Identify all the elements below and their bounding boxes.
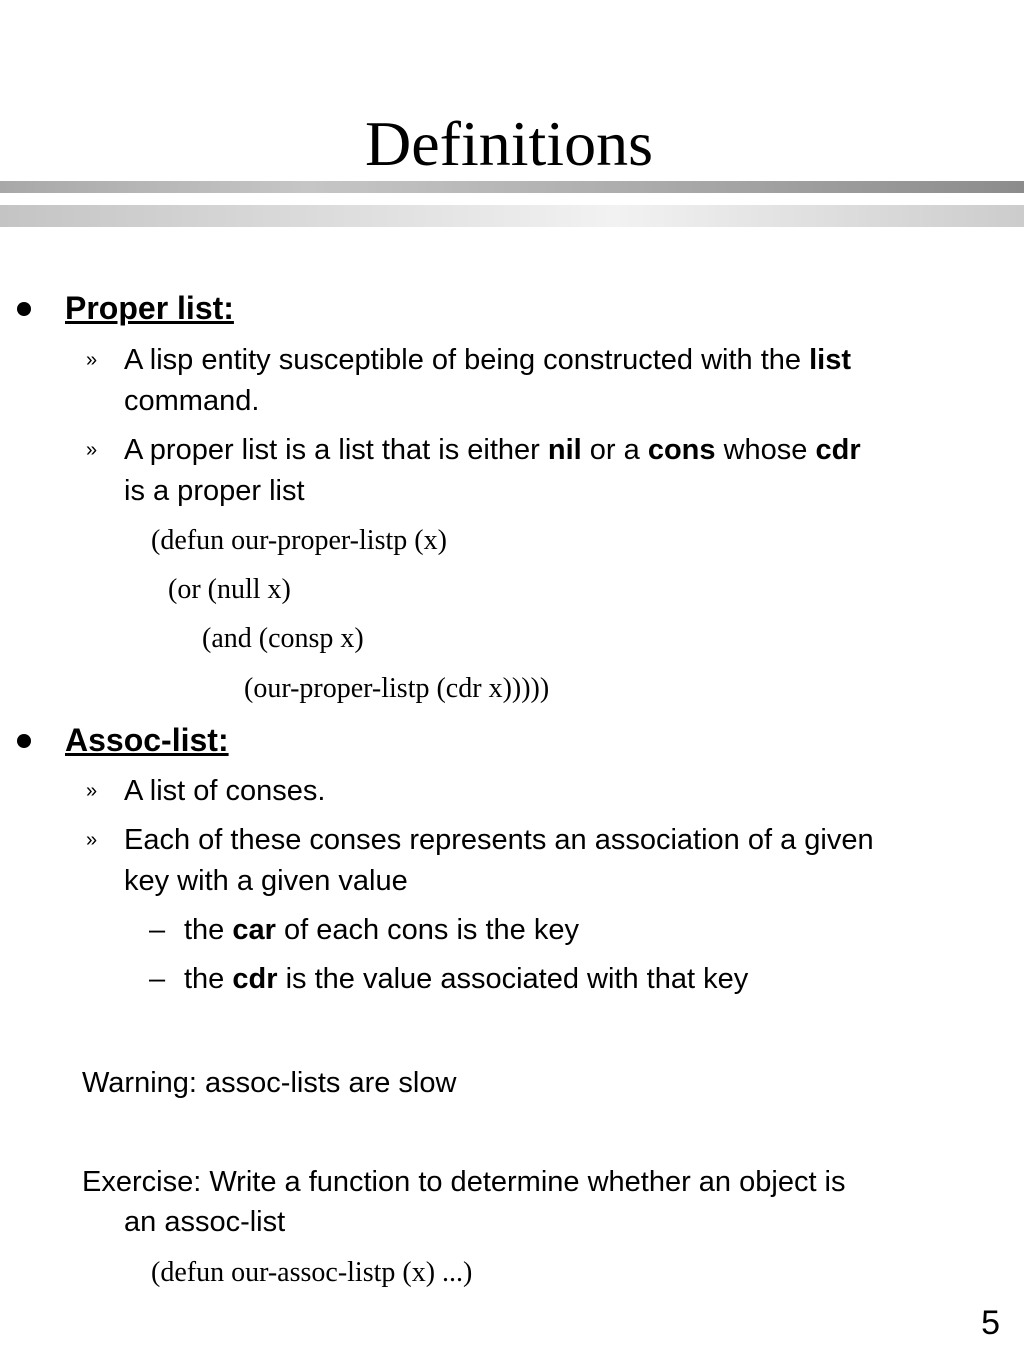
assoc-item1: A list of conses. — [124, 775, 326, 807]
assoc-item2-line2: key with a given value — [124, 865, 408, 897]
assoc-item2-line1: Each of these conses represents an association of a given — [124, 824, 874, 856]
marker-proper-item1: » — [86, 349, 98, 371]
proper-item2-text-c: whose — [715, 434, 816, 466]
exercise-line2: an assoc-list — [124, 1206, 286, 1238]
title-divider-bottom — [0, 205, 1024, 227]
marker-assoc-item1: » — [86, 780, 98, 802]
keyword-list: list — [809, 344, 852, 376]
heading-assoc-list: Assoc-list: — [65, 722, 229, 758]
slide-title: Definitions — [365, 108, 653, 179]
keyword-cdr-value: cdr — [232, 963, 278, 995]
keyword-cons: cons — [647, 434, 716, 466]
code-line: (defun our-proper-listp (x) — [151, 525, 447, 556]
proper-item1-line1 — [124, 340, 851, 380]
keyword-car: car — [232, 914, 276, 946]
code-line: (and (consp x) — [202, 623, 364, 654]
page-number: 5 — [981, 1304, 1000, 1342]
proper-item2-text-b: or a — [581, 434, 648, 466]
proper-item2-line1 — [124, 430, 861, 470]
keyword-cdr: cdr — [815, 434, 861, 466]
proper-item1-line2: command. — [124, 385, 260, 417]
keyword-nil: nil — [547, 434, 582, 466]
exercise-line1: Exercise: Write a function to determine whether an object is — [82, 1166, 846, 1198]
assoc-sub1 — [184, 910, 579, 950]
assoc-sub2 — [184, 959, 748, 999]
bullet-proper-list — [17, 302, 31, 316]
warning-text: Warning: assoc-lists are slow — [82, 1067, 457, 1099]
heading-proper-list: Proper list: — [65, 290, 234, 326]
assoc-sub2-post: is the value associated with that key — [277, 963, 749, 995]
proper-item1-text: A lisp entity susceptible of being constructed with the — [124, 344, 810, 376]
marker-assoc-item2: » — [86, 829, 98, 851]
bullet-assoc-list — [17, 734, 31, 748]
title-divider-top — [0, 181, 1024, 193]
assoc-sub1-pre: the — [184, 914, 233, 946]
code-line: (our-proper-listp (cdr x))))) — [244, 673, 550, 704]
code-line: (or (null x) — [168, 574, 291, 605]
exercise-code: (defun our-assoc-listp (x) ...) — [151, 1257, 473, 1288]
dash-sub2: – — [149, 963, 166, 995]
assoc-sub1-post: of each cons is the key — [275, 914, 579, 946]
proper-item2-text-a: A proper list is a list that is either — [124, 434, 548, 466]
proper-item2-line2: is a proper list — [124, 475, 305, 507]
dash-sub1: – — [149, 914, 166, 946]
marker-proper-item2: » — [86, 439, 98, 461]
assoc-sub2-pre: the — [184, 963, 233, 995]
